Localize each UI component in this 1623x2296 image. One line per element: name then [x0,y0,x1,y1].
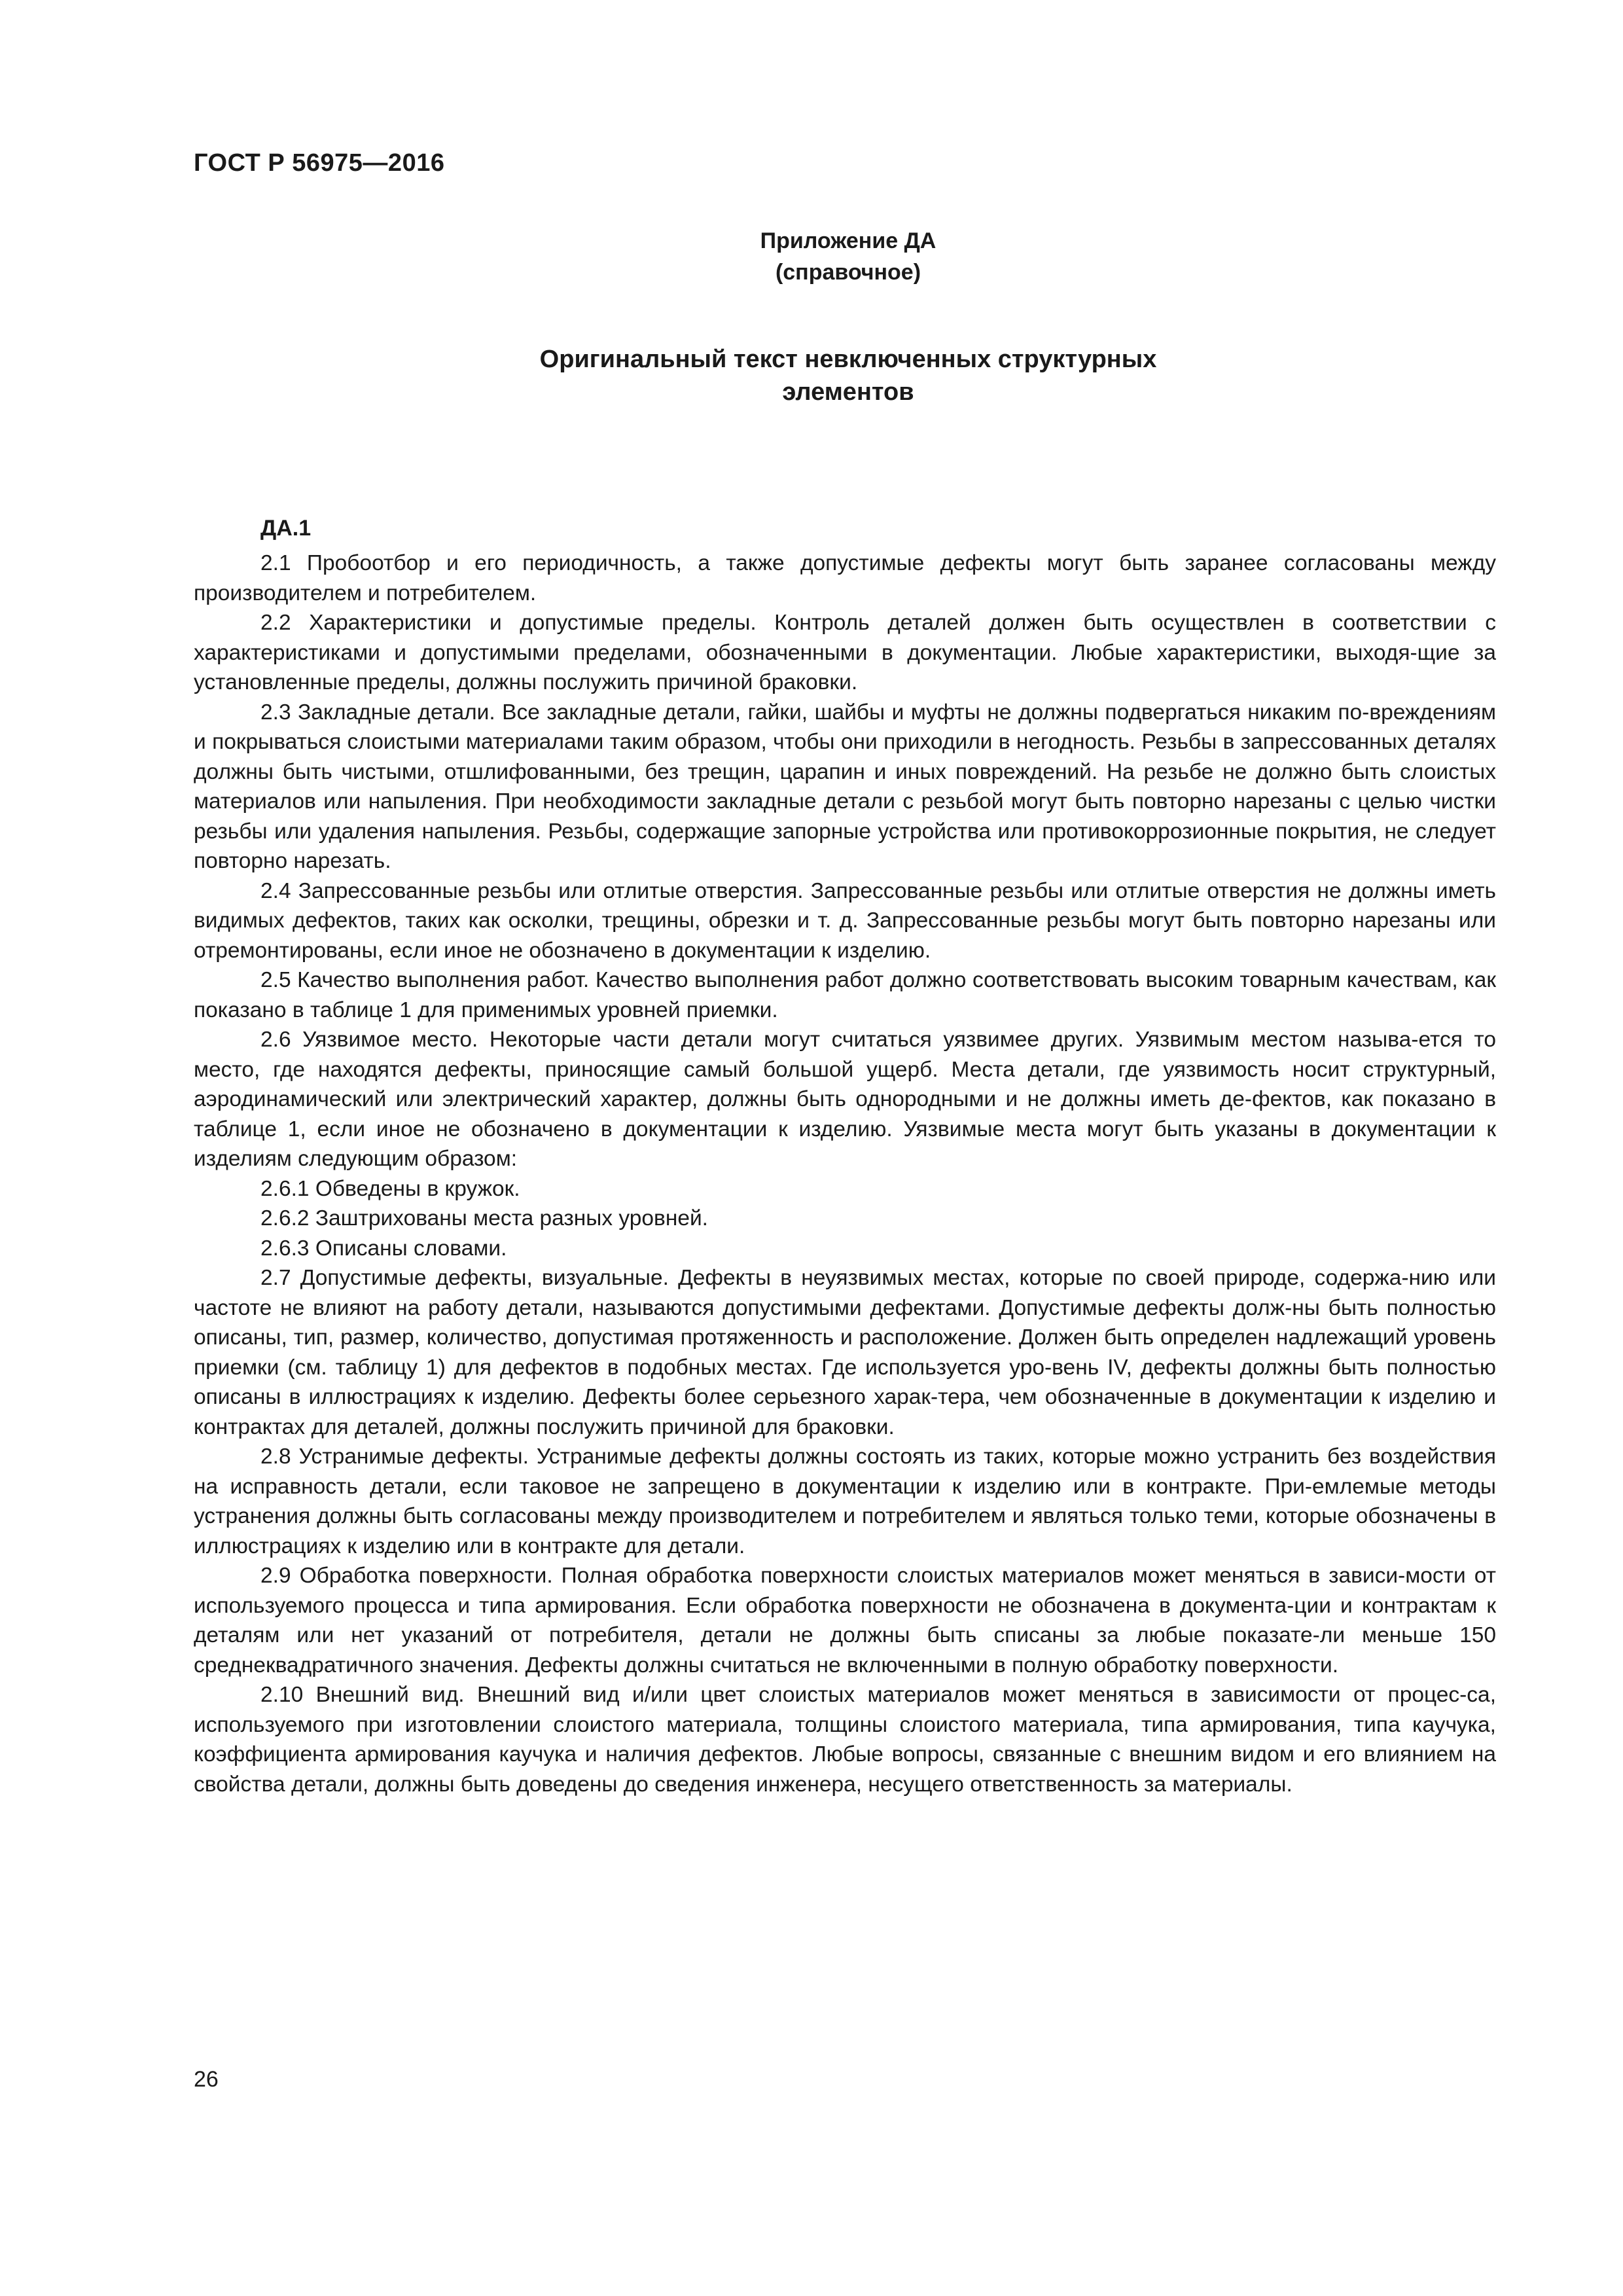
paragraph-2-6-1: 2.6.1 Обведены в кружок. [260,1176,520,1201]
paragraph-2-4: 2.4 Запрессованные резьбы или отлитые отверстия. Запрессованные резьбы или отлитые отверстия не должны иметь видимых дефектов, таких как осколки, трещины, обрезки и т. д. Запрессованные резьбы могут быть повторно нарезаны или отремонтированы, если иное не обозначено в документации к изделию. [194,878,1496,963]
paragraph-2-6-2: 2.6.2 Заштрихованы места разных уровней. [260,1206,708,1230]
paragraph-2-2: 2.2 Характеристики и допустимые пределы. Контроль деталей должен быть осуществлен в соответствии с характеристиками и допустимыми пределами, обозначенными в документации. Любые характеристики, выходя-щие за установленные пределы, должны послужить причиной браковки. [194,611,1496,694]
paragraph-2-1: 2.1 Пробоотбор и его периодичность, а также допустимые дефекты могут быть заранее согласованы между производителем и потребителем. [194,551,1496,605]
paragraph-2-6: 2.6 Уязвимое место. Некоторые части детали могут считаться уязвимее других. Уязвимым местом называ-ется то место, где находятся дефекты, приносящие самый большой ущерб. Места детали, где уязвимость носит структурный, аэродинамический или электрический характер, должны быть однородными и не должны иметь де-фектов, как показано в таблице 1, если иное не обозначено в документации к изделию. Уязвимые места могут быть указаны в документации к изделиям следующим образом: [194,1028,1496,1171]
appendix-subtitle: (справочное) [775,260,921,285]
paragraph-2-9: 2.9 Обработка поверхности. Полная обработка поверхности слоистых материалов может меняться в зависи-мости от используемого процесса и типа армирования. Если обработка поверхности не обозначена в документа-ции и контрактам к деталям или нет указаний от потребителя, детали не должны быть списаны за любые показате-ли меньше 150 среднеквадратичного значения. Дефекты должны считаться не включенными в полную обработку поверхности. [194,1564,1496,1677]
page-number: 26 [194,2067,219,2092]
document-code: ГОСТ Р 56975—2016 [194,149,445,177]
appendix-heading [0,225,1623,288]
title-line-1: Оригинальный текст невключенных структурных [539,346,1157,373]
body-text [194,548,1496,1799]
paragraph-2-8: 2.8 Устранимые дефекты. Устранимые дефекты должны состоять из таких, которые можно устранить без воздействия на исправность детали, если таковое не запрещено в документации к изделию или в контракте. При-емлемые методы устранения должны быть согласованы между производителем и потребителем и являться только теми, которые обозначены в иллюстрациях к изделию или в контракте для детали. [194,1444,1496,1558]
paragraph-2-5: 2.5 Качество выполнения работ. Качество выполнения работ должно соответствовать высоким товарным качествам, как показано в таблице 1 для применимых уровней приемки. [194,968,1496,1022]
paragraph-2-7: 2.7 Допустимые дефекты, визуальные. Дефекты в неуязвимых местах, которые по своей природе, содержа-нию или частоте не влияют на работу детали, называются допустимыми дефектами. Допустимые дефекты долж-ны быть полностью описаны, тип, размер, количество, допустимая протяженность и расположение. Должен быть определен надлежащий уровень приемки (см. таблицу 1) для дефектов в подобных местах. Где используется уро-вень IV, дефекты должны быть полностью описаны в иллюстрациях к изделию. Дефекты более серьезного харак-тера, чем обозначенные в документации к изделию и контрактах для деталей, должны послужить причиной для браковки. [194,1266,1496,1439]
section-label: ДА.1 [260,516,312,541]
appendix-title: Приложение ДА [760,228,936,253]
title-line-2: элементов [782,378,914,406]
appendix-main-title [0,343,1623,408]
paragraph-2-6-3: 2.6.3 Описаны словами. [260,1236,507,1261]
paragraph-2-3: 2.3 Закладные детали. Все закладные детали, гайки, шайбы и муфты не должны подвергаться никаким по-вреждениям и покрываться слоистыми материалами таким образом, чтобы они приходили в негодность. Резьбы в запрессованных деталях должны быть чистыми, отшлифованными, без трещин, царапин и иных повреждений. На резьбе не должно быть слоистых материалов или напыления. При необходимости закладные детали с резьбой могут быть повторно нарезаны с целью чистки резьбы или удаления напыления. Резьбы, содержащие запорные устройства или противокоррозионные покрытия, не следует повторно нарезать. [194,700,1496,873]
paragraph-2-10: 2.10 Внешний вид. Внешний вид и/или цвет слоистых материалов может меняться в зависимости от процес-са, используемого при изготовлении слоистого материала, толщины слоистого материала, типа армирования, типа каучука, коэффициента армирования каучука и наличия дефектов. Любые вопросы, связанные с внешним видом и его влиянием на свойства детали, должны быть доведены до сведения инженера, несущего ответственность за материалы. [194,1683,1496,1797]
